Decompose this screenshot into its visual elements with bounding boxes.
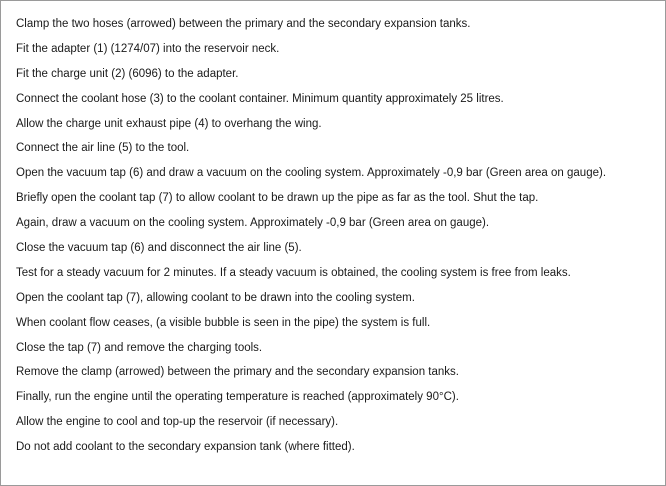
instruction-step: Open the coolant tap (7), allowing coolant to be drawn into the cooling system.	[16, 291, 415, 304]
instruction-step: Remove the clamp (arrowed) between the primary and the secondary expansion tanks.	[16, 366, 459, 379]
instruction-step: Open the vacuum tap (6) and draw a vacuum on the cooling system. Approximately -0,9 bar (Green area on gauge).	[16, 167, 607, 180]
instruction-list	[16, 16, 657, 464]
instruction-step: Allow the engine to cool and top-up the reservoir (if necessary).	[16, 416, 339, 429]
instruction-step: Clamp the two hoses (arrowed) between the primary and the secondary expansion tanks.	[16, 18, 471, 30]
instruction-step: Again, draw a vacuum on the cooling system. Approximately -0,9 bar (Green area on gauge).	[16, 217, 490, 230]
instruction-step: Finally, run the engine until the operating temperature is reached (approximately 90°C).	[16, 391, 459, 404]
instruction-step: When coolant flow ceases, (a visible bubble is seen in the pipe) the system is full.	[16, 316, 431, 329]
instruction-step: Connect the air line (5) to the tool.	[16, 142, 190, 155]
instruction-step: Fit the adapter (1) (1274/07) into the reservoir neck.	[16, 42, 280, 55]
instruction-step: Close the vacuum tap (6) and disconnect the air line (5).	[16, 242, 302, 255]
instruction-step: Do not add coolant to the secondary expansion tank (where fitted).	[16, 441, 355, 454]
instruction-step: Connect the coolant hose (3) to the coolant container. Minimum quantity approximately 25 litres.	[16, 92, 504, 105]
instruction-step: Fit the charge unit (2) (6096) to the adapter.	[16, 67, 239, 80]
instruction-step: Allow the charge unit exhaust pipe (4) to overhang the wing.	[16, 117, 322, 130]
instruction-step: Test for a steady vacuum for 2 minutes. If a steady vacuum is obtained, the cooling system is free from leaks.	[16, 266, 571, 279]
instruction-step: Close the tap (7) and remove the charging tools.	[16, 341, 263, 354]
instruction-step: Briefly open the coolant tap (7) to allow coolant to be drawn up the pipe as far as the tool. Shut the tap.	[16, 192, 539, 205]
